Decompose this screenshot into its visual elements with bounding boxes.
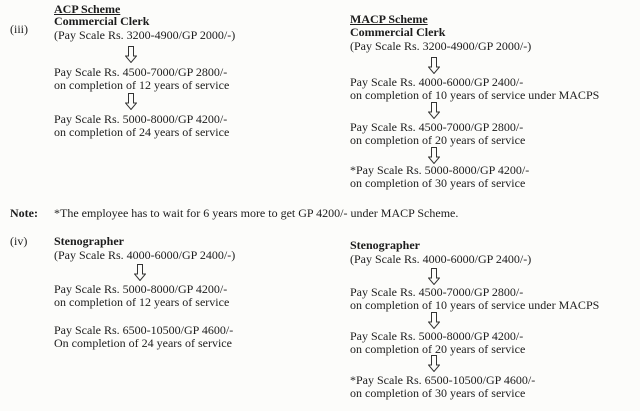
note-label: Note: <box>10 206 38 220</box>
macp-iv-start-pay-scale: (Pay Scale Rs. 4000-6000/GP 2400/-) <box>350 252 532 266</box>
acp-iv-start-pay-scale: (Pay Scale Rs. 4000-6000/GP 2400/-) <box>54 248 236 262</box>
macp-step3-pay-scale: *Pay Scale Rs. 5000-8000/GP 4200/- <box>350 163 530 177</box>
acp-iv-step1-pay-scale: Pay Scale Rs. 5000-8000/GP 4200/- <box>54 282 228 296</box>
macp-role-commercial-clerk: Commercial Clerk <box>350 25 446 39</box>
macp-step2-condition: on completion of 20 years of service <box>350 133 526 147</box>
macp-step1-condition: on completion of 10 years of service under MACPS <box>350 88 600 102</box>
acp-step2-condition: on completion of 24 years of service <box>54 125 230 139</box>
macp-start-pay-scale: (Pay Scale Rs. 3200-4900/GP 2000/-) <box>350 39 532 53</box>
macp-role-stenographer: Stenographer <box>350 238 420 252</box>
down-arrow-icon <box>125 46 137 63</box>
acp-start-pay-scale: (Pay Scale Rs. 3200-4900/GP 2000/-) <box>54 28 236 42</box>
down-arrow-icon <box>134 264 146 281</box>
down-arrow-icon <box>428 57 440 74</box>
macp-iv-step3-pay-scale: *Pay Scale Rs. 6500-10500/GP 4600/- <box>350 373 536 387</box>
macp-iv-step1-pay-scale: Pay Scale Rs. 4500-7000/GP 2800/- <box>350 285 524 299</box>
acp-step1-pay-scale: Pay Scale Rs. 4500-7000/GP 2800/- <box>54 65 228 79</box>
macp-iv-step3-condition: on completion of 30 years of service <box>350 386 526 400</box>
macp-iv-step2-condition: on completion of 20 years of service <box>350 342 526 356</box>
macp-iv-step2-pay-scale: Pay Scale Rs. 5000-8000/GP 4200/- <box>350 329 524 343</box>
acp-iv-step2-condition: On completion of 24 years of service <box>54 336 232 350</box>
macp-iv-step1-condition: on completion of 10 years of service under MACPS <box>350 298 600 312</box>
macp-step2-pay-scale: Pay Scale Rs. 4500-7000/GP 2800/- <box>350 120 524 134</box>
acp-iv-step2-pay-scale: Pay Scale Rs. 6500-10500/GP 4600/- <box>54 323 234 337</box>
acp-iv-step1-condition: on completion of 12 years of service <box>54 295 230 309</box>
acp-step1-condition: on completion of 12 years of service <box>54 78 230 92</box>
macp-step1-pay-scale: Pay Scale Rs. 4000-6000/GP 2400/- <box>350 75 524 89</box>
down-arrow-icon <box>428 312 440 329</box>
down-arrow-icon <box>428 147 440 164</box>
macp-step3-condition: on completion of 30 years of service <box>350 176 526 190</box>
acp-step2-pay-scale: Pay Scale Rs. 5000-8000/GP 4200/- <box>54 112 228 126</box>
macp-scheme-heading: MACP Scheme <box>350 12 428 26</box>
down-arrow-icon <box>428 268 440 285</box>
acp-scheme-heading: ACP Scheme <box>54 2 121 16</box>
section-number-iv: (iv) <box>10 234 28 248</box>
section-number-iii: (iii) <box>10 22 28 36</box>
down-arrow-icon <box>428 355 440 372</box>
note-text: *The employee has to wait for 6 years more to get GP 4200/- under MACP Scheme. <box>54 206 459 220</box>
down-arrow-icon <box>125 93 137 110</box>
down-arrow-icon <box>428 102 440 119</box>
acp-role-stenographer: Stenographer <box>54 234 124 248</box>
acp-role-commercial-clerk: Commercial Clerk <box>54 14 150 28</box>
